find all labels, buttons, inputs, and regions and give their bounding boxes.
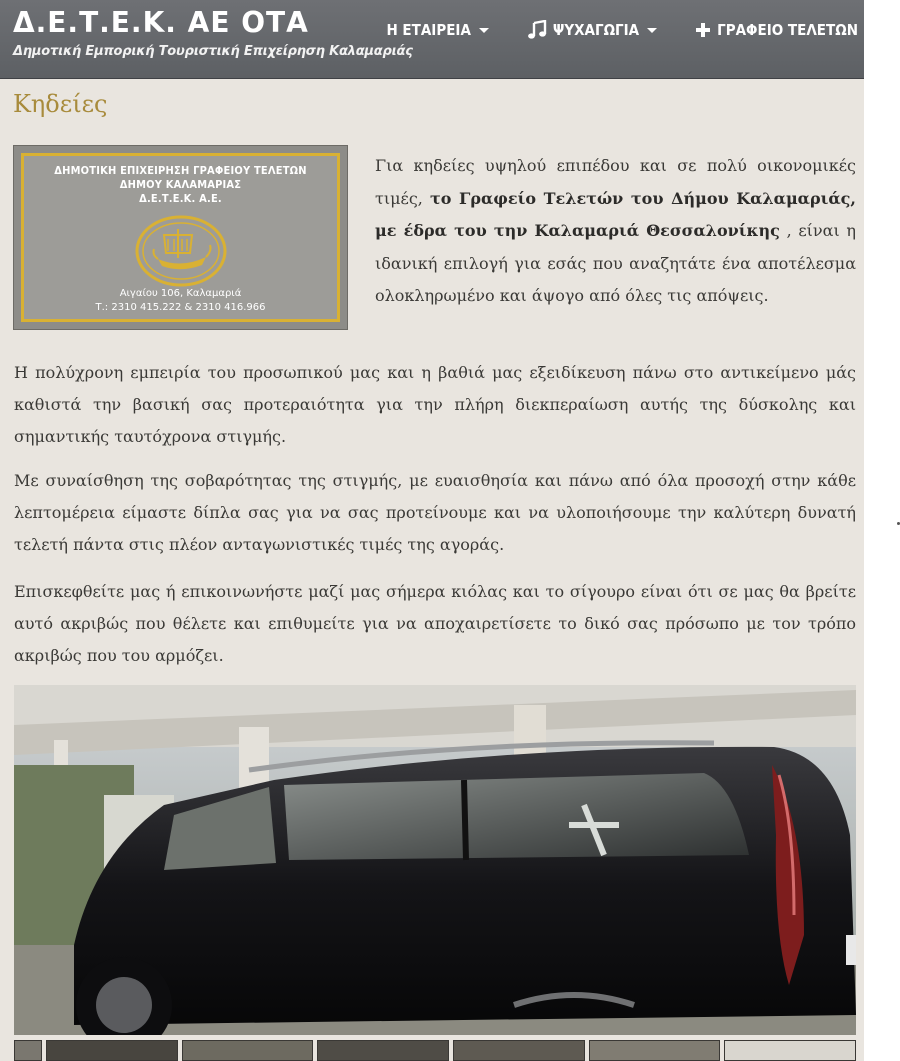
- brand-subtitle: Δημοτική Εμπορική Τουριστική Επιχείρηση Καλαμαριάς: [13, 44, 413, 59]
- intro-text-1: Για κηδείες υψηλού επιπέδου και σε πολύ οικονομικές τιμές,: [375, 156, 856, 208]
- site-header: [0, 0, 864, 79]
- intro-bold-text: το Γραφείο Τελετών του Δήμου Καλαμαριάς, με έδρα του την Καλαμαριά Θεσσαλονίκης: [375, 188, 856, 240]
- nav-item-entertainment[interactable]: [527, 20, 659, 40]
- ship-emblem-icon: [134, 211, 228, 289]
- gallery-thumbnails: [14, 1040, 856, 1061]
- hearse-photo: [14, 685, 856, 1035]
- paragraph-experience: Η πολύχρονη εμπειρία του προσωπικού μας και η βαθιά μας εξειδίκευση πάνω στο αντικείμενο μάς καθιστά την βασική σας προτεραιότητα για την πλήρη διεκπεραίωση αυτής της δύσκολης και σημαντικής ταυτόχρονα στιγμής.: [14, 363, 856, 446]
- gallery-thumbnail[interactable]: [453, 1040, 585, 1061]
- card-address: Αιγαίου 106, Καλαμαριά: [119, 288, 242, 299]
- right-gutter: [864, 0, 900, 1061]
- gallery-thumbnail[interactable]: [589, 1040, 721, 1061]
- intro-text-2: , είναι η ιδανική επιλογή για εσάς που αναζητάτε ένα αποτέλεσμα ολοκληρωμένο και άψογο από όλες τις απόψεις.: [375, 221, 856, 305]
- nav-item-funeral-office[interactable]: [695, 20, 858, 40]
- nav-item-label: ΨΥΧΑΓΩΓΙΑ: [552, 21, 640, 39]
- gallery-thumbnail[interactable]: [317, 1040, 449, 1061]
- gallery-thumbnail[interactable]: [14, 1040, 42, 1061]
- business-card-image: [14, 146, 347, 329]
- card-line-2: ΔΗΜΟΥ ΚΑΛΑΜΑΡΙΑΣ: [119, 178, 242, 191]
- main-nav: [386, 20, 858, 40]
- chevron-down-icon: [645, 25, 659, 35]
- paragraph-contact: Επισκεφθείτε μας ή επικοινωνήστε μαζί μας σήμερα κιόλας και το σίγουρο είναι ότι σε μας θα βρείτε αυτό ακριβώς που θέλετε και επιθυμείτε για να αποχαιρετίσετε το δικό σας πρόσωπο με τον τρόπο ακριβώς που του αρμόζει.: [14, 582, 856, 665]
- nav-item-label: Η ΕΤΑΙΡΕΙΑ: [386, 21, 471, 39]
- card-phone: Τ.: 2310 415.222 & 2310 416.966: [95, 302, 266, 313]
- business-card-frame: [21, 153, 340, 322]
- brand-title[interactable]: Δ.Ε.Τ.Ε.Κ. ΑΕ ΟΤΑ: [13, 6, 309, 39]
- page-title: Κηδείες: [13, 90, 108, 118]
- nav-item-company[interactable]: [386, 20, 490, 40]
- nav-item-label: ΓΡΑΦΕΙΟ ΤΕΛΕΤΩΝ: [717, 21, 858, 39]
- music-note-icon: [527, 20, 547, 40]
- hearse-van-illustration: [14, 685, 856, 1035]
- paragraph-care: Με συναίσθηση της σοβαρότητας της στιγμής, με ευαισθησία και πάνω από όλα προσοχή στην κάθε λεπτομέρεια είμαστε δίπλα σας για να σας προτείνουμε και να υλοποιήσουμε την καλύτερη δυνατή τελετή πάντα στις πλέον ανταγωνιστικές τιμές της αγοράς.: [14, 471, 856, 554]
- plus-icon: [695, 22, 711, 38]
- gallery-thumbnail[interactable]: [182, 1040, 314, 1061]
- chevron-down-icon: [477, 25, 491, 35]
- card-line-3: Δ.Ε.Τ.Ε.Κ. Α.Ε.: [139, 192, 222, 205]
- card-line-1: ΔΗΜΟΤΙΚΗ ΕΠΙΧΕΙΡΗΣΗ ΓΡΑΦΕΙΟΥ ΤΕΛΕΤΩΝ: [54, 164, 307, 177]
- gallery-thumbnail[interactable]: [46, 1040, 178, 1061]
- intro-paragraph: [375, 150, 856, 313]
- gallery-thumbnail[interactable]: [724, 1040, 856, 1061]
